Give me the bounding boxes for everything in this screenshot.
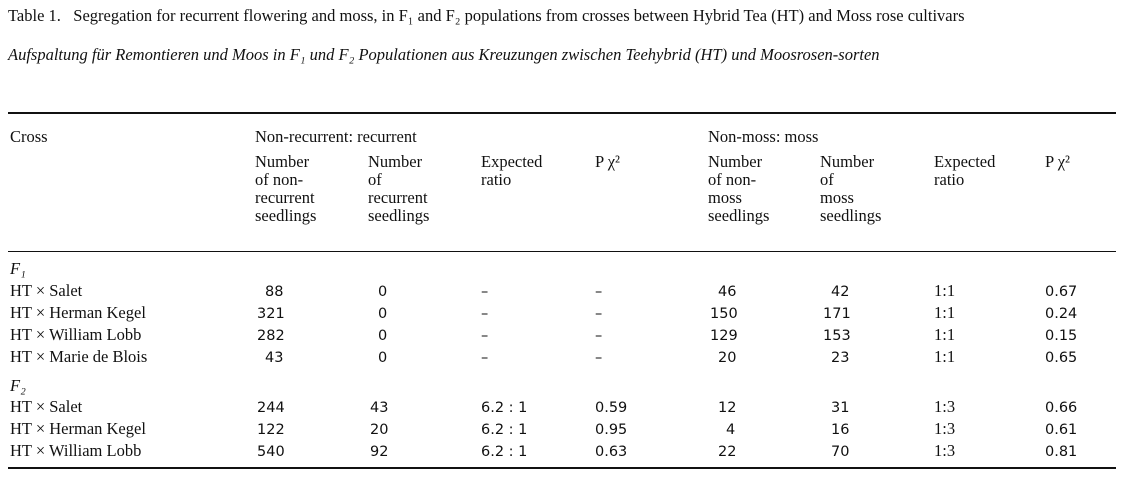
cell-p-recurrent: 0.95 — [595, 422, 628, 438]
cell-moss: 70 — [831, 444, 850, 460]
cell-recurrent: 0 — [378, 306, 388, 322]
cell-expected-moss: 1:3 — [934, 397, 956, 416]
header-nonmoss-count: Number of non- moss seedlings — [708, 152, 770, 225]
cell-p-moss: 0.66 — [1045, 400, 1078, 416]
cell-nonmoss: 20 — [718, 350, 737, 366]
cell-nonrecurrent: 321 — [257, 306, 285, 322]
cell-expected-recurrent: 6.2 : 1 — [481, 422, 528, 438]
top-rule — [8, 112, 1116, 114]
cell-p-recurrent: – — [595, 350, 603, 366]
cell-expected-recurrent: 6.2 : 1 — [481, 400, 528, 416]
cell-expected-recurrent: 6.2 : 1 — [481, 444, 528, 460]
table-caption-german: Aufspaltung für Remontieren und Moos in F₁ und F₂ Populationen aus Kreuzungen zwischen Teehybrid (HT) und Moosrosen-sorten — [8, 45, 880, 64]
header-expected-ratio-recurrent: Expected ratio — [481, 152, 543, 189]
cell-nonmoss: 129 — [710, 328, 738, 344]
cell-p-moss: 0.61 — [1045, 422, 1078, 438]
caption-text: Segregation for recurrent flowering and moss, in F₁ and F₂ populations from crosses between Hybrid Tea (HT) and Moss rose cultivars — [73, 6, 965, 25]
cell-recurrent: 20 — [370, 422, 389, 438]
cell-p-moss: 0.65 — [1045, 350, 1078, 366]
cell-recurrent: 0 — [378, 284, 388, 300]
cell-moss: 42 — [831, 284, 850, 300]
cell-recurrent: 0 — [378, 328, 388, 344]
row-cross: HT × William Lobb — [10, 441, 142, 460]
cell-p-recurrent: – — [595, 328, 603, 344]
cell-nonrecurrent: 282 — [257, 328, 285, 344]
cell-expected-moss: 1:1 — [934, 347, 956, 366]
cell-moss: 16 — [831, 422, 850, 438]
cell-moss: 23 — [831, 350, 850, 366]
header-p-chi2-moss: P χ² — [1045, 152, 1070, 171]
group-label-f1: F₁ — [10, 259, 26, 278]
cell-nonrecurrent: 88 — [265, 284, 284, 300]
cell-p-moss: 0.67 — [1045, 284, 1078, 300]
cell-expected-recurrent: – — [481, 350, 489, 366]
header-p-chi2-recurrent: P χ² — [595, 152, 620, 171]
row-cross: HT × Salet — [10, 397, 83, 416]
header-nonrecurrent-count: Number of non- recurrent seedlings — [255, 152, 317, 225]
cell-recurrent: 92 — [370, 444, 389, 460]
header-expected-ratio-moss: Expected ratio — [934, 152, 996, 189]
row-cross: HT × Herman Kegel — [10, 303, 146, 322]
cell-p-recurrent: 0.59 — [595, 400, 628, 416]
header-recurrent-count: Number of recurrent seedlings — [368, 152, 430, 225]
cell-expected-recurrent: – — [481, 306, 489, 322]
header-group-recurrent: Non-recurrent: recurrent — [255, 127, 417, 146]
cell-moss: 171 — [823, 306, 851, 322]
cell-nonmoss: 46 — [718, 284, 737, 300]
cell-expected-moss: 1:3 — [934, 441, 956, 460]
cell-p-recurrent: – — [595, 284, 603, 300]
row-cross: HT × Herman Kegel — [10, 419, 146, 438]
cell-p-moss: 0.24 — [1045, 306, 1078, 322]
caption-label: Table 1. — [8, 6, 61, 25]
cell-expected-moss: 1:3 — [934, 419, 956, 438]
cell-p-moss: 0.81 — [1045, 444, 1078, 460]
cell-recurrent: 0 — [378, 350, 388, 366]
row-cross: HT × William Lobb — [10, 325, 142, 344]
header-rule — [8, 251, 1116, 252]
row-cross: HT × Salet — [10, 281, 83, 300]
row-cross: HT × Marie de Blois — [10, 347, 148, 366]
cell-expected-moss: 1:1 — [934, 325, 956, 344]
header-moss-count: Number of moss seedlings — [820, 152, 882, 225]
cell-nonmoss: 150 — [710, 306, 738, 322]
group-label-f2: F₂ — [10, 376, 26, 395]
cell-recurrent: 43 — [370, 400, 389, 416]
cell-expected-moss: 1:1 — [934, 303, 956, 322]
cell-nonrecurrent: 244 — [257, 400, 285, 416]
cell-expected-recurrent: – — [481, 284, 489, 300]
cell-expected-recurrent: – — [481, 328, 489, 344]
header-cross: Cross — [10, 127, 48, 146]
cell-p-moss: 0.15 — [1045, 328, 1078, 344]
cell-nonmoss: 4 — [726, 422, 736, 438]
cell-expected-moss: 1:1 — [934, 281, 956, 300]
cell-p-recurrent: 0.63 — [595, 444, 628, 460]
header-group-moss: Non-moss: moss — [708, 127, 819, 146]
cell-nonmoss: 12 — [718, 400, 737, 416]
cell-moss: 31 — [831, 400, 850, 416]
cell-nonmoss: 22 — [718, 444, 737, 460]
table-caption — [8, 6, 1118, 25]
cell-nonrecurrent: 122 — [257, 422, 285, 438]
cell-nonrecurrent: 43 — [265, 350, 284, 366]
bottom-rule — [8, 467, 1116, 469]
cell-nonrecurrent: 540 — [257, 444, 285, 460]
cell-p-recurrent: – — [595, 306, 603, 322]
cell-moss: 153 — [823, 328, 851, 344]
